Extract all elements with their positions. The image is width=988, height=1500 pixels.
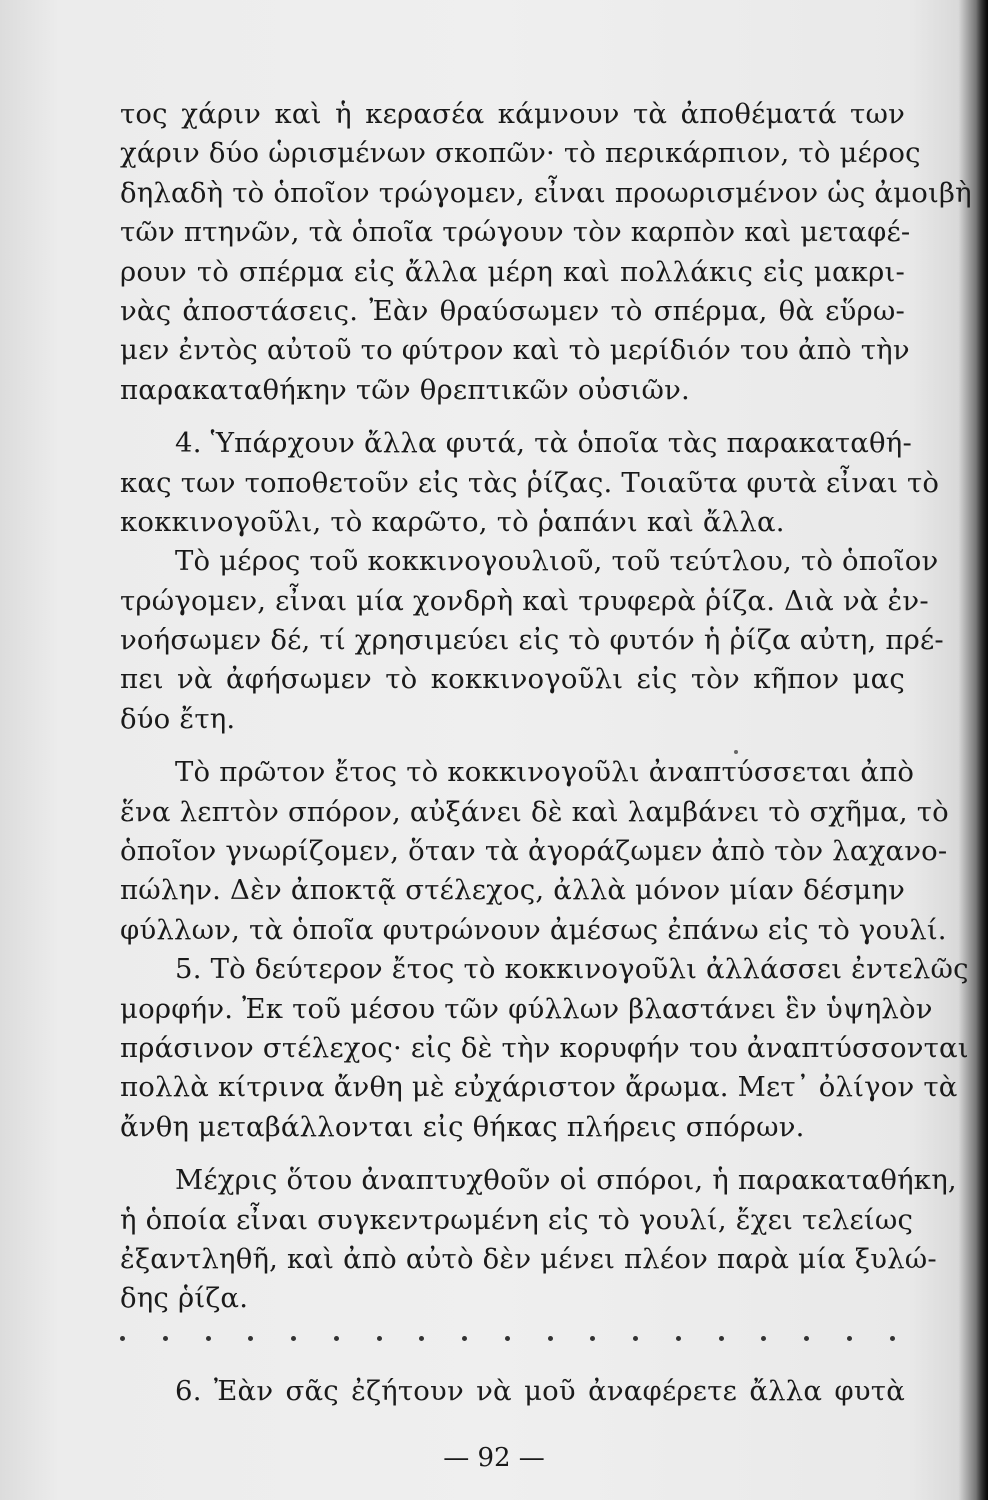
text-line: κας των τοποθετοῦν εἰς τὰς ῥίζας. Τοιαῦτα φυτὰ εἶναι τὸ bbox=[120, 466, 940, 499]
text-line: ἡ ὁποία εἶναι συγκεντρωμένη εἰς τὸ γουλί, ἔχει τελείως bbox=[120, 1203, 914, 1236]
paragraph-start: Τὸ μέρος τοῦ κοκκινογουλιοῦ, τοῦ τεύτλου, τὸ ὁποῖον bbox=[175, 545, 939, 578]
text-line: νὰς ἀποστάσεις. Ἐὰν θραύσωμεν τὸ σπέρμα, θὰ εὕρω- bbox=[120, 294, 905, 327]
page-edge-shadow bbox=[976, 0, 988, 1500]
text-line: νοήσωμεν δέ, τί χρησιμεύει εἰς τὸ φυτόν ἡ ῥίζα αὐτη, πρέ- bbox=[120, 624, 944, 657]
text-line: φύλλων, τὰ ὁποῖα φυτρώνουν ἀμέσως ἐπάνω εἰς τὸ γουλί. bbox=[120, 913, 947, 946]
text-line: πράσινον στέλεχος· εἰς δὲ τὴν κορυφήν του ἀναπτύσσονται bbox=[120, 1031, 969, 1064]
paragraph-4-start: 4. Ὑπάρχουν ἄλλα φυτά, τὰ ὁποῖα τὰς παρακαταθή- bbox=[175, 427, 912, 460]
text-line: τος χάριν καὶ ἡ κερασέα κάμνουν τὰ ἀποθέματά των bbox=[120, 98, 905, 130]
text-line: χάριν δύο ὡρισμένων σκοπῶν· τὸ περικάρπιον, τὸ μέρος bbox=[120, 137, 921, 170]
text-line: δύο ἔτη. bbox=[120, 702, 236, 735]
paragraph-start: Μέχρις ὅτου ἀναπτυχθοῦν οἱ σπόροι, ἡ παρακαταθήκη, bbox=[175, 1164, 957, 1197]
paragraph-start: Τὸ πρῶτον ἔτος τὸ κοκκινογοῦλι ἀναπτύσσεται ἀπὸ bbox=[175, 756, 915, 789]
paragraph-6-start: 6. Ἐὰν σᾶς ἐζήτουν νὰ μοῦ ἀναφέρετε ἄλλα φυτὰ bbox=[175, 1375, 905, 1408]
text-line: μεν ἐντὸς αὐτοῦ το φύτρον καὶ τὸ μερίδιόν του ἀπὸ τὴν bbox=[120, 334, 910, 367]
text-line: κοκκινογοῦλι, τὸ καρῶτο, τὸ ῥαπάνι καὶ ἄλλα. bbox=[120, 505, 785, 538]
text-line: τρώγομεν, εἶναι μία χονδρὴ καὶ τρυφερὰ ῥίζα. Διὰ νὰ ἐν- bbox=[120, 584, 929, 617]
text-line: δηλαδὴ τὸ ὁποῖον τρώγομεν, εἶναι προωρισμένον ὡς ἀμοιβὴ bbox=[120, 176, 972, 209]
page-number: — 92 — bbox=[443, 1443, 545, 1473]
text-line: ὁποῖον γνωρίζομεν, ὅταν τὰ ἀγοράζωμεν ἀπὸ τὸν λαχανο- bbox=[120, 835, 948, 868]
text-line: ἐξαντληθῆ, καὶ ἀπὸ αὐτὸ δὲν μένει πλέον παρὰ μία ξυλώ- bbox=[120, 1242, 937, 1275]
text-line: πώλην. Δὲν ἀποκτᾷ στέλεχος, ἀλλὰ μόνον μίαν δέσμην bbox=[120, 874, 905, 907]
paragraph-5-start: 5. Τὸ δεύτερον ἔτος τὸ κοκκινογοῦλι ἀλλάσσει ἐντελῶς bbox=[175, 953, 969, 986]
ellipsis-separator bbox=[120, 1319, 905, 1358]
text-line: ἕνα λεπτὸν σπόρον, αὐξάνει δὲ καὶ λαμβάνει τὸ σχῆμα, τὸ bbox=[120, 795, 949, 828]
text-line: παρακαταθήκην τῶν θρεπτικῶν οὐσιῶν. bbox=[120, 373, 690, 406]
text-line: δης ῥίζα. bbox=[120, 1282, 249, 1315]
text-line: ρουν τὸ σπέρμα εἰς ἄλλα μέρη καὶ πολλάκις εἰς μακρι- bbox=[120, 255, 905, 288]
page-body-text bbox=[120, 95, 972, 1412]
paper-speck bbox=[734, 750, 738, 754]
text-line: ἄνθη μεταβάλλονται εἰς θήκας πλήρεις σπόρων. bbox=[120, 1110, 805, 1143]
text-line: μορφήν. Ἐκ τοῦ μέσου τῶν φύλλων βλαστάνει ἓν ὑψηλὸν bbox=[120, 992, 933, 1025]
text-line: πολλὰ κίτρινα ἄνθη μὲ εὐχάριστον ἄρωμα. Μετ᾽ ὀλίγον τὰ bbox=[120, 1071, 958, 1104]
text-line: πει νὰ ἀφήσωμεν τὸ κοκκινογοῦλι εἰς τὸν κῆπον μας bbox=[120, 663, 905, 696]
text-line: τῶν πτηνῶν, τὰ ὁποῖα τρώγουν τὸν καρπὸν καὶ μεταφέ- bbox=[120, 216, 911, 249]
